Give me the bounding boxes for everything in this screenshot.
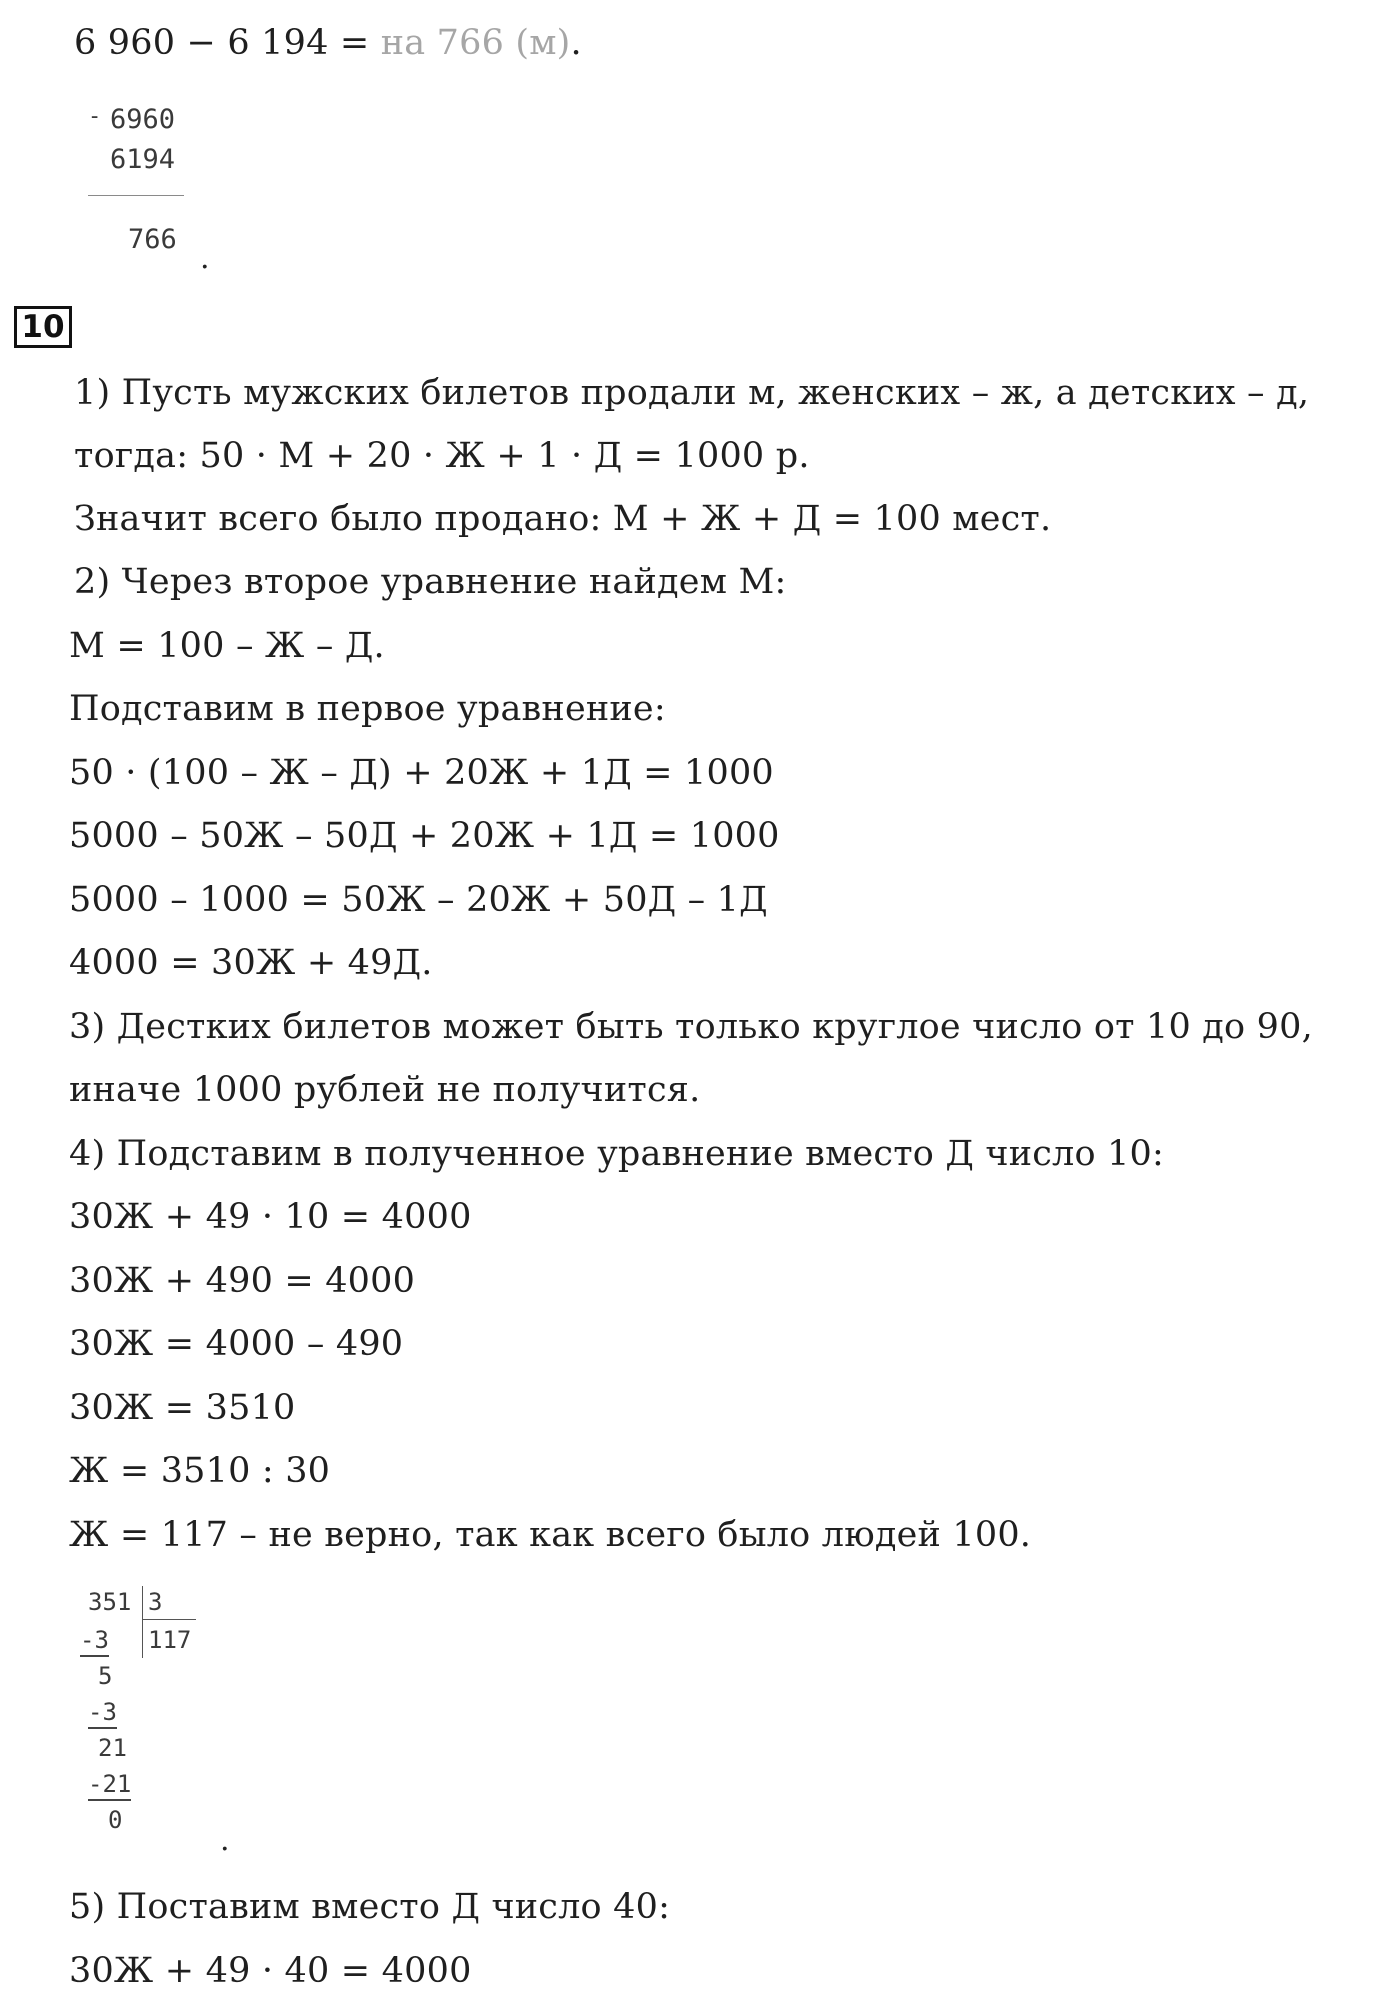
subtraction-subtrahend: 6194	[110, 144, 176, 175]
task-line-11: 3) Дестких билетов может быть только круглое число от 10 до 90,	[69, 1007, 1313, 1047]
task-line-16: 30Ж = 4000 – 490	[69, 1324, 404, 1364]
task-line-12: иначе 1000 рублей не получится.	[69, 1070, 701, 1110]
task-line-6: Подставим в первое уравнение:	[69, 689, 666, 729]
task-line-1: 1) Пусть мужских билетов продали м, женских – ж, а детских – д,	[74, 373, 1310, 413]
subtraction-minuend: 6960	[110, 104, 176, 135]
task-line-9: 5000 – 1000 = 50Ж – 20Ж + 50Д – 1Д	[69, 880, 768, 920]
division-step-4: 21	[98, 1734, 127, 1762]
task-line-19: Ж = 117 – не верно, так как всего было людей 100.	[69, 1515, 1032, 1555]
division-dot: .	[220, 1823, 230, 1858]
equation-main: 6 960 − 6 194 =	[74, 23, 381, 63]
task-line-2: тогда: 50 · М + 20 · Ж + 1 · Д = 1000 р.	[74, 436, 810, 476]
division-dividend: 351	[88, 1588, 132, 1616]
division-step-1	[80, 1628, 109, 1652]
division-quotient: 117	[148, 1626, 192, 1654]
task-line-3: Значит всего было продано: М + Ж + Д = 100 мест.	[74, 499, 1052, 539]
division-step-6: 0	[108, 1806, 123, 1834]
equation-line	[74, 23, 582, 63]
task-line-21: 30Ж + 49 · 40 = 4000	[69, 1951, 472, 1991]
task-line-7: 50 · (100 – Ж – Д) + 20Ж + 1Д = 1000	[69, 753, 774, 793]
task-line-14: 30Ж + 49 · 10 = 4000	[69, 1197, 472, 1237]
task-line-10: 4000 = 30Ж + 49Д.	[69, 943, 433, 983]
task-line-18: Ж = 3510 : 30	[69, 1451, 331, 1491]
division-vertical-rule	[142, 1586, 143, 1658]
task-line-20: 5) Поставим вместо Д число 40:	[69, 1887, 671, 1927]
division-step-1-value: -3	[80, 1626, 109, 1657]
subtraction-result: 766	[128, 224, 177, 255]
division-step-3-value: -3	[88, 1698, 117, 1729]
equation-end: .	[570, 23, 582, 63]
subtraction-rule	[88, 195, 184, 196]
division-step-3	[88, 1700, 117, 1724]
task-line-17: 30Ж = 3510	[69, 1388, 296, 1428]
subtraction-dot: .	[200, 241, 210, 276]
division-step-5	[88, 1772, 131, 1796]
task-line-4: 2) Через второе уравнение найдем М:	[74, 562, 787, 602]
task-number-box: 10	[14, 306, 72, 348]
task-line-8: 5000 – 50Ж – 50Д + 20Ж + 1Д = 1000	[69, 816, 780, 856]
task-line-5: М = 100 – Ж – Д.	[69, 626, 385, 666]
equation-answer: на 766 (м)	[380, 23, 571, 63]
division-horizontal-rule	[142, 1619, 196, 1620]
task-line-13: 4) Подставим в полученное уравнение вместо Д число 10:	[69, 1134, 1164, 1174]
task-line-15: 30Ж + 490 = 4000	[69, 1261, 416, 1301]
division-divisor: 3	[148, 1588, 163, 1616]
division-step-5-value: -21	[88, 1770, 131, 1801]
subtraction-sign: -	[88, 104, 102, 129]
division-step-2: 5	[98, 1662, 113, 1690]
